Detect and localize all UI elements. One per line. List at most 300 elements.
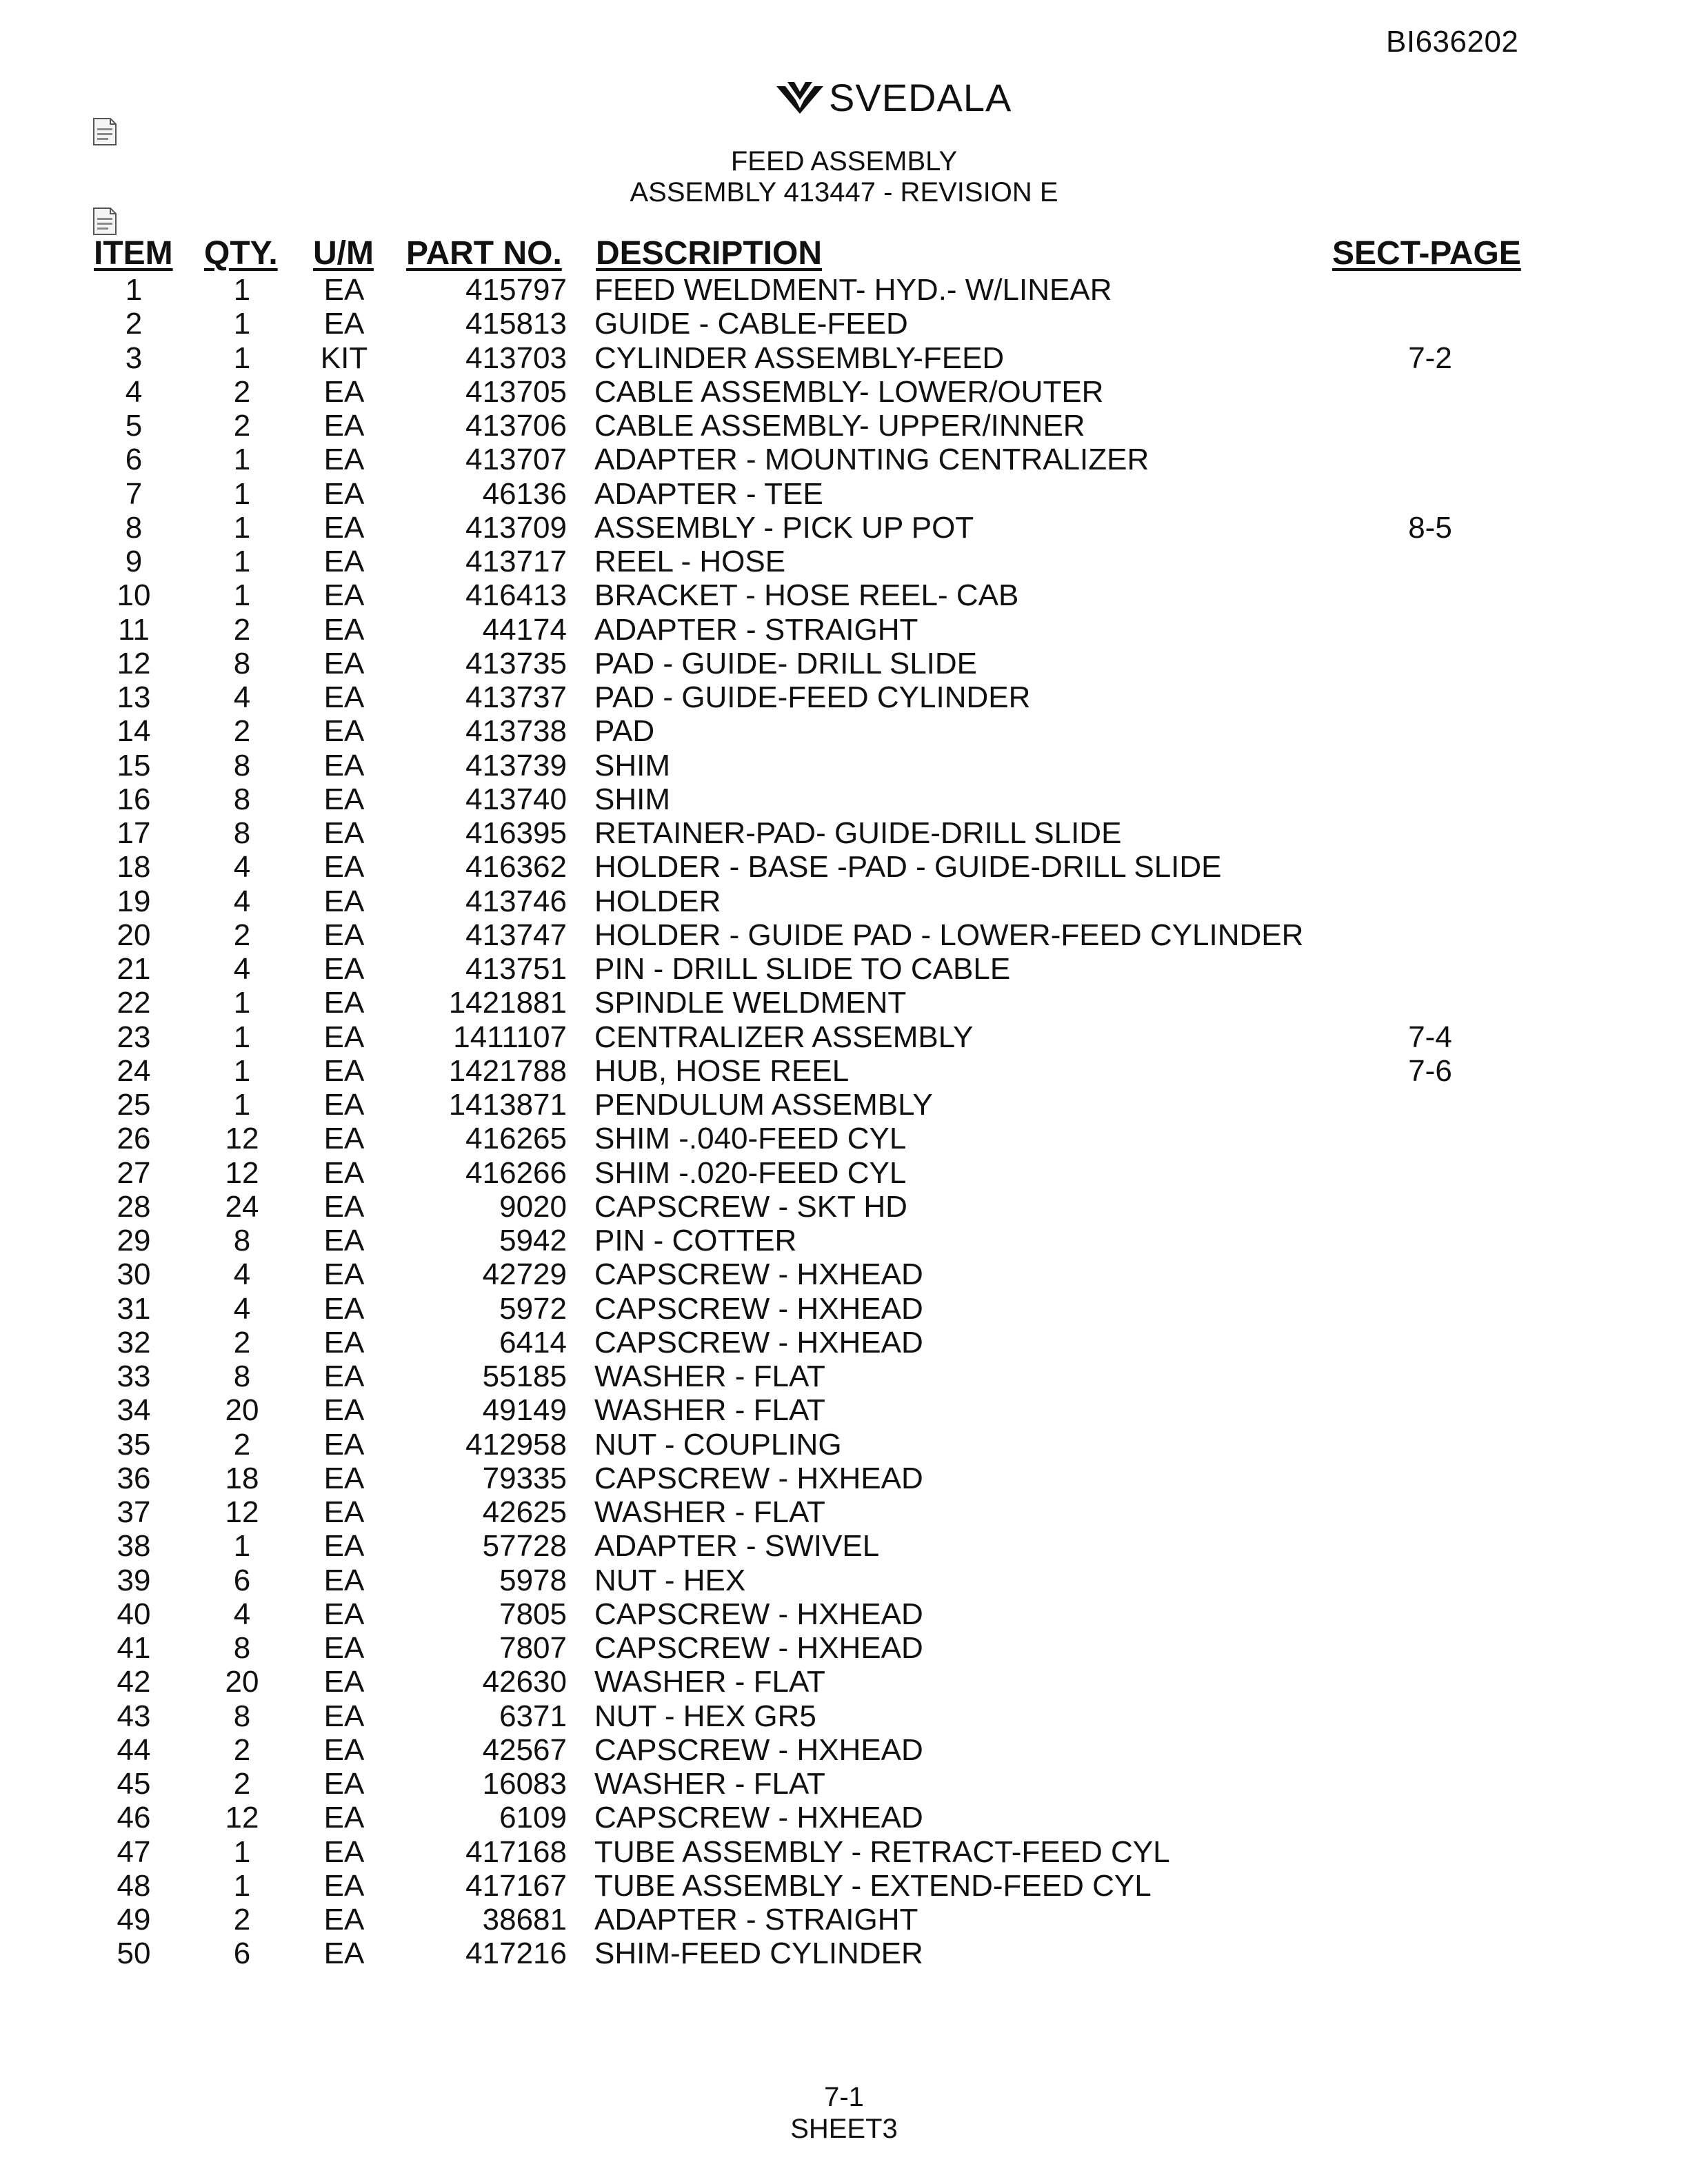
item-number-cell: 48	[117, 1868, 151, 1903]
part-number-cell: 49149	[482, 1393, 567, 1428]
part-number-cell: 57728	[482, 1529, 567, 1564]
part-number-cell: 417168	[465, 1834, 567, 1869]
column-header-qty: QTY.	[204, 235, 278, 272]
unit-of-measure-cell: EA	[323, 273, 365, 307]
part-number-cell: 38681	[482, 1903, 567, 1937]
quantity-cell: 8	[233, 1699, 251, 1733]
quantity-cell: 24	[225, 1189, 259, 1224]
part-number-cell: 42567	[482, 1732, 567, 1767]
item-number-cell: 50	[117, 1937, 151, 1971]
unit-of-measure-cell: EA	[323, 612, 365, 647]
item-number-cell: 14	[117, 714, 151, 749]
part-number-cell: 42729	[482, 1257, 567, 1292]
description-cell: RETAINER-PAD- GUIDE-DRILL SLIDE	[594, 816, 1122, 850]
item-number-cell: 31	[117, 1291, 151, 1326]
description-cell: TUBE ASSEMBLY - RETRACT-FEED CYL	[594, 1834, 1170, 1869]
part-number-cell: 417167	[465, 1868, 567, 1903]
column-header-sect-page: SECT-PAGE	[1332, 235, 1521, 272]
item-number-cell: 42	[117, 1665, 151, 1699]
quantity-cell: 1	[233, 1529, 251, 1564]
table-row	[0, 341, 1688, 375]
description-cell: GUIDE - CABLE-FEED	[594, 307, 908, 341]
part-number-cell: 413751	[465, 952, 567, 986]
table-row	[0, 714, 1688, 748]
quantity-cell: 2	[233, 409, 251, 443]
description-cell: PENDULUM ASSEMBLY	[594, 1088, 933, 1122]
document-id: BI636202	[1386, 25, 1519, 59]
quantity-cell: 2	[233, 1427, 251, 1462]
quantity-cell: 2	[233, 612, 251, 647]
description-cell: NUT - HEX GR5	[594, 1699, 816, 1733]
column-header-item: ITEM	[94, 235, 173, 272]
part-number-cell: 413746	[465, 884, 567, 918]
description-cell: WASHER - FLAT	[594, 1665, 825, 1699]
unit-of-measure-cell: EA	[323, 1767, 365, 1801]
quantity-cell: 8	[233, 1224, 251, 1257]
item-number-cell: 20	[117, 918, 151, 952]
table-row	[0, 1428, 1688, 1462]
item-number-cell: 22	[117, 986, 151, 1020]
description-cell: SHIM	[594, 782, 670, 816]
table-row	[0, 1054, 1688, 1088]
sect-page-cell: 7-4	[1408, 1020, 1452, 1054]
unit-of-measure-cell: EA	[323, 1529, 365, 1564]
column-header-description: DESCRIPTION	[596, 235, 823, 272]
quantity-cell: 20	[225, 1665, 259, 1699]
table-row	[0, 1156, 1688, 1190]
unit-of-measure-cell: EA	[323, 443, 365, 477]
table-row	[0, 749, 1688, 782]
description-cell: PIN - COTTER	[594, 1224, 797, 1257]
unit-of-measure-cell: EA	[323, 1291, 365, 1326]
part-number-cell: 413717	[465, 545, 567, 578]
quantity-cell: 2	[233, 374, 251, 409]
item-number-cell: 43	[117, 1699, 151, 1733]
unit-of-measure-cell: EA	[323, 1359, 365, 1393]
description-cell: FEED WELDMENT- HYD.- W/LINEAR	[594, 273, 1112, 307]
part-number-cell: 412958	[465, 1427, 567, 1462]
unit-of-measure-cell: EA	[323, 1257, 365, 1292]
unit-of-measure-cell: EA	[323, 1834, 365, 1869]
unit-of-measure-cell: KIT	[320, 341, 368, 375]
quantity-cell: 2	[233, 1767, 251, 1801]
part-number-cell: 413740	[465, 782, 567, 816]
item-number-cell: 1	[125, 273, 143, 307]
unit-of-measure-cell: EA	[323, 578, 365, 613]
table-row	[0, 1564, 1688, 1597]
item-number-cell: 32	[117, 1325, 151, 1359]
description-cell: PIN - DRILL SLIDE TO CABLE	[594, 952, 1011, 986]
part-number-cell: 416265	[465, 1122, 567, 1156]
item-number-cell: 5	[125, 409, 143, 443]
description-cell: WASHER - FLAT	[594, 1767, 825, 1801]
part-number-cell: 79335	[482, 1461, 567, 1495]
part-number-cell: 6109	[499, 1801, 567, 1835]
quantity-cell: 1	[233, 1020, 251, 1054]
unit-of-measure-cell: EA	[323, 1189, 365, 1224]
table-row	[0, 1699, 1688, 1733]
item-number-cell: 13	[117, 680, 151, 714]
svedala-heart-logo-icon	[775, 81, 825, 115]
parts-table	[0, 273, 1688, 1971]
description-cell: CENTRALIZER ASSEMBLY	[594, 1020, 974, 1054]
part-number-cell: 413737	[465, 680, 567, 714]
description-cell: BRACKET - HOSE REEL- CAB	[594, 578, 1019, 613]
table-row	[0, 1767, 1688, 1801]
table-row	[0, 1529, 1688, 1563]
part-number-cell: 415797	[465, 273, 567, 307]
item-number-cell: 26	[117, 1122, 151, 1156]
column-header-part-no: PART NO.	[406, 235, 562, 272]
item-number-cell: 3	[125, 341, 143, 375]
table-row	[0, 918, 1688, 952]
description-cell: SHIM-FEED CYLINDER	[594, 1937, 923, 1971]
quantity-cell: 1	[233, 307, 251, 341]
quantity-cell: 8	[233, 1631, 251, 1665]
quantity-cell: 2	[233, 1325, 251, 1359]
unit-of-measure-cell: EA	[323, 1224, 365, 1257]
unit-of-measure-cell: EA	[323, 1427, 365, 1462]
quantity-cell: 2	[233, 1903, 251, 1937]
part-number-cell: 416395	[465, 816, 567, 850]
part-number-cell: 413703	[465, 341, 567, 375]
table-row	[0, 307, 1688, 341]
table-row	[0, 1597, 1688, 1631]
table-row	[0, 511, 1688, 545]
item-number-cell: 25	[117, 1088, 151, 1122]
table-row	[0, 986, 1688, 1020]
table-row	[0, 680, 1688, 714]
item-number-cell: 19	[117, 884, 151, 918]
unit-of-measure-cell: EA	[323, 850, 365, 884]
quantity-cell: 1	[233, 1053, 251, 1088]
quantity-cell: 1	[233, 476, 251, 511]
unit-of-measure-cell: EA	[323, 714, 365, 749]
part-number-cell: 416362	[465, 850, 567, 884]
part-number-cell: 413707	[465, 443, 567, 477]
part-number-cell: 413706	[465, 409, 567, 443]
item-number-cell: 11	[118, 612, 150, 647]
part-number-cell: 413738	[465, 714, 567, 749]
description-cell: HOLDER	[594, 884, 721, 918]
table-row	[0, 952, 1688, 986]
description-cell: PAD - GUIDE- DRILL SLIDE	[594, 646, 978, 680]
column-header-um: U/M	[313, 235, 374, 272]
unit-of-measure-cell: EA	[323, 409, 365, 443]
item-number-cell: 15	[117, 748, 151, 782]
description-cell: PAD	[594, 714, 655, 749]
quantity-cell: 1	[233, 443, 251, 477]
part-number-cell: 1421788	[448, 1053, 567, 1088]
table-row	[0, 782, 1688, 816]
table-row	[0, 273, 1688, 307]
description-cell: CABLE ASSEMBLY- UPPER/INNER	[594, 409, 1085, 443]
part-number-cell: 1411107	[453, 1020, 567, 1054]
table-row	[0, 1257, 1688, 1291]
unit-of-measure-cell: EA	[323, 816, 365, 850]
item-number-cell: 36	[117, 1461, 151, 1495]
table-row	[0, 1462, 1688, 1495]
description-cell: NUT - HEX	[594, 1563, 746, 1597]
table-row	[0, 1835, 1688, 1869]
item-number-cell: 21	[117, 952, 151, 986]
quantity-cell: 8	[233, 782, 251, 816]
part-number-cell: 413747	[465, 918, 567, 952]
description-cell: CAPSCREW - HXHEAD	[594, 1732, 923, 1767]
description-cell: TUBE ASSEMBLY - EXTEND-FEED CYL	[594, 1868, 1152, 1903]
logo-text: SVEDALA	[829, 76, 1012, 119]
table-row	[0, 1869, 1688, 1903]
table-row	[0, 1359, 1688, 1393]
quantity-cell: 1	[233, 341, 251, 375]
page-number: 7-1	[824, 2082, 864, 2112]
unit-of-measure-cell: EA	[323, 1732, 365, 1767]
part-number-cell: 413735	[465, 646, 567, 680]
item-number-cell: 35	[117, 1427, 151, 1462]
unit-of-measure-cell: EA	[323, 1122, 365, 1156]
unit-of-measure-cell: EA	[323, 1699, 365, 1733]
quantity-cell: 1	[233, 510, 251, 545]
table-row	[0, 1122, 1688, 1155]
unit-of-measure-cell: EA	[323, 646, 365, 680]
item-number-cell: 44	[117, 1732, 151, 1767]
quantity-cell: 4	[233, 680, 251, 714]
unit-of-measure-cell: EA	[323, 1325, 365, 1359]
quantity-cell: 1	[233, 578, 251, 613]
quantity-cell: 1	[233, 986, 251, 1020]
sect-page-cell: 7-2	[1408, 341, 1452, 375]
unit-of-measure-cell: EA	[323, 884, 365, 918]
item-number-cell: 29	[117, 1224, 151, 1257]
document-icon	[91, 117, 119, 146]
part-number-cell: 7805	[499, 1597, 567, 1631]
part-number-cell: 1413871	[448, 1088, 567, 1122]
unit-of-measure-cell: EA	[323, 545, 365, 578]
item-number-cell: 28	[117, 1189, 151, 1224]
quantity-cell: 4	[233, 952, 251, 986]
item-number-cell: 8	[125, 510, 143, 545]
unit-of-measure-cell: EA	[323, 374, 365, 409]
quantity-cell: 18	[225, 1461, 259, 1495]
table-row	[0, 1326, 1688, 1359]
description-cell: WASHER - FLAT	[594, 1495, 825, 1529]
item-number-cell: 23	[117, 1020, 151, 1054]
item-number-cell: 49	[117, 1903, 151, 1937]
table-row	[0, 1801, 1688, 1834]
unit-of-measure-cell: EA	[323, 1597, 365, 1631]
part-number-cell: 416266	[465, 1155, 567, 1190]
unit-of-measure-cell: EA	[323, 680, 365, 714]
description-cell: SHIM -.040-FEED CYL	[594, 1122, 907, 1156]
table-row	[0, 1495, 1688, 1529]
quantity-cell: 8	[233, 1359, 251, 1393]
description-cell: PAD - GUIDE-FEED CYLINDER	[594, 680, 1031, 714]
item-number-cell: 10	[117, 578, 151, 613]
sect-page-cell: 8-5	[1408, 510, 1452, 545]
unit-of-measure-cell: EA	[323, 1868, 365, 1903]
quantity-cell: 6	[233, 1563, 251, 1597]
table-row	[0, 1020, 1688, 1054]
description-cell: ADAPTER - STRAIGHT	[594, 1903, 918, 1937]
unit-of-measure-cell: EA	[323, 1155, 365, 1190]
table-row	[0, 578, 1688, 612]
table-row	[0, 1631, 1688, 1665]
part-number-cell: 5942	[499, 1224, 567, 1257]
description-cell: SHIM -.020-FEED CYL	[594, 1155, 907, 1190]
quantity-cell: 2	[233, 1732, 251, 1767]
description-cell: HOLDER - BASE -PAD - GUIDE-DRILL SLIDE	[594, 850, 1222, 884]
unit-of-measure-cell: EA	[323, 510, 365, 545]
part-number-cell: 415813	[465, 307, 567, 341]
item-number-cell: 38	[117, 1529, 151, 1564]
description-cell: CABLE ASSEMBLY- LOWER/OUTER	[594, 374, 1104, 409]
description-cell: HOLDER - GUIDE PAD - LOWER-FEED CYLINDER	[594, 918, 1304, 952]
description-cell: CAPSCREW - HXHEAD	[594, 1631, 923, 1665]
part-number-cell: 46136	[482, 476, 567, 511]
item-number-cell: 18	[117, 850, 151, 884]
table-row	[0, 477, 1688, 511]
part-number-cell: 5972	[499, 1291, 567, 1326]
item-number-cell: 46	[117, 1801, 151, 1835]
sect-page-cell: 7-6	[1408, 1053, 1452, 1088]
quantity-cell: 12	[225, 1495, 259, 1529]
item-number-cell: 2	[125, 307, 143, 341]
table-row	[0, 375, 1688, 409]
quantity-cell: 1	[233, 545, 251, 578]
description-cell: CAPSCREW - SKT HD	[594, 1189, 907, 1224]
table-row	[0, 1292, 1688, 1326]
unit-of-measure-cell: EA	[323, 1563, 365, 1597]
item-number-cell: 24	[117, 1053, 151, 1088]
part-number-cell: 6371	[499, 1699, 567, 1733]
part-number-cell: 417216	[465, 1937, 567, 1971]
item-number-cell: 16	[117, 782, 151, 816]
item-number-cell: 39	[117, 1563, 151, 1597]
quantity-cell: 4	[233, 1291, 251, 1326]
svedala-logo	[775, 77, 1012, 119]
unit-of-measure-cell: EA	[323, 986, 365, 1020]
item-number-cell: 9	[125, 545, 143, 578]
item-number-cell: 45	[117, 1767, 151, 1801]
part-number-cell: 413739	[465, 748, 567, 782]
description-cell: ADAPTER - SWIVEL	[594, 1529, 880, 1564]
part-number-cell: 5978	[499, 1563, 567, 1597]
quantity-cell: 1	[233, 1834, 251, 1869]
quantity-cell: 20	[225, 1393, 259, 1428]
unit-of-measure-cell: EA	[323, 1937, 365, 1971]
item-number-cell: 30	[117, 1257, 151, 1292]
description-cell: ADAPTER - STRAIGHT	[594, 612, 918, 647]
unit-of-measure-cell: EA	[323, 1631, 365, 1665]
part-number-cell: 16083	[482, 1767, 567, 1801]
table-row	[0, 1733, 1688, 1767]
description-cell: CAPSCREW - HXHEAD	[594, 1291, 923, 1326]
table-row	[0, 884, 1688, 918]
table-row	[0, 1224, 1688, 1257]
table-row	[0, 613, 1688, 647]
part-number-cell: 9020	[499, 1189, 567, 1224]
quantity-cell: 12	[225, 1801, 259, 1835]
description-cell: CAPSCREW - HXHEAD	[594, 1801, 923, 1835]
item-number-cell: 33	[117, 1359, 151, 1393]
description-cell: SHIM	[594, 748, 670, 782]
unit-of-measure-cell: EA	[323, 307, 365, 341]
description-cell: REEL - HOSE	[594, 545, 786, 578]
unit-of-measure-cell: EA	[323, 1088, 365, 1122]
description-cell: ASSEMBLY - PICK UP POT	[594, 510, 974, 545]
unit-of-measure-cell: EA	[323, 1020, 365, 1054]
description-cell: CAPSCREW - HXHEAD	[594, 1597, 923, 1631]
unit-of-measure-cell: EA	[323, 1053, 365, 1088]
unit-of-measure-cell: EA	[323, 952, 365, 986]
quantity-cell: 2	[233, 714, 251, 749]
description-cell: NUT - COUPLING	[594, 1427, 842, 1462]
part-number-cell: 1421881	[448, 986, 567, 1020]
item-number-cell: 34	[117, 1393, 151, 1428]
part-number-cell: 416413	[465, 578, 567, 613]
table-row	[0, 545, 1688, 578]
quantity-cell: 4	[233, 1597, 251, 1631]
unit-of-measure-cell: EA	[323, 1903, 365, 1937]
sheet-label: SHEET3	[790, 2114, 898, 2144]
item-number-cell: 27	[117, 1155, 151, 1190]
table-row	[0, 647, 1688, 680]
quantity-cell: 8	[233, 646, 251, 680]
quantity-cell: 1	[233, 273, 251, 307]
unit-of-measure-cell: EA	[323, 1665, 365, 1699]
unit-of-measure-cell: EA	[323, 748, 365, 782]
description-cell: HUB, HOSE REEL	[594, 1053, 850, 1088]
unit-of-measure-cell: EA	[323, 1495, 365, 1529]
table-row	[0, 409, 1688, 443]
document-title: FEED ASSEMBLY	[730, 146, 958, 176]
unit-of-measure-cell: EA	[323, 476, 365, 511]
table-row	[0, 1665, 1688, 1699]
quantity-cell: 12	[225, 1155, 259, 1190]
table-row	[0, 443, 1688, 476]
description-cell: SPINDLE WELDMENT	[594, 986, 907, 1020]
table-row	[0, 1190, 1688, 1224]
quantity-cell: 8	[233, 748, 251, 782]
assembly-subtitle: ASSEMBLY 413447 - REVISION E	[630, 177, 1058, 208]
unit-of-measure-cell: EA	[323, 1801, 365, 1835]
unit-of-measure-cell: EA	[323, 782, 365, 816]
part-number-cell: 6414	[499, 1325, 567, 1359]
item-number-cell: 12	[117, 646, 151, 680]
unit-of-measure-cell: EA	[323, 1461, 365, 1495]
item-number-cell: 41	[117, 1631, 151, 1665]
quantity-cell: 4	[233, 1257, 251, 1292]
table-row	[0, 1088, 1688, 1122]
quantity-cell: 1	[233, 1868, 251, 1903]
unit-of-measure-cell: EA	[323, 1393, 365, 1428]
item-number-cell: 4	[125, 374, 143, 409]
part-number-cell: 42625	[482, 1495, 567, 1529]
item-number-cell: 6	[125, 443, 143, 477]
quantity-cell: 2	[233, 918, 251, 952]
table-row	[0, 1903, 1688, 1937]
description-cell: CAPSCREW - HXHEAD	[594, 1325, 923, 1359]
table-row	[0, 816, 1688, 850]
item-number-cell: 17	[117, 816, 151, 850]
item-number-cell: 37	[117, 1495, 151, 1529]
description-cell: WASHER - FLAT	[594, 1359, 825, 1393]
quantity-cell: 1	[233, 1088, 251, 1122]
description-cell: ADAPTER - MOUNTING CENTRALIZER	[594, 443, 1149, 477]
quantity-cell: 8	[233, 816, 251, 850]
description-cell: CAPSCREW - HXHEAD	[594, 1461, 923, 1495]
description-cell: WASHER - FLAT	[594, 1393, 825, 1428]
